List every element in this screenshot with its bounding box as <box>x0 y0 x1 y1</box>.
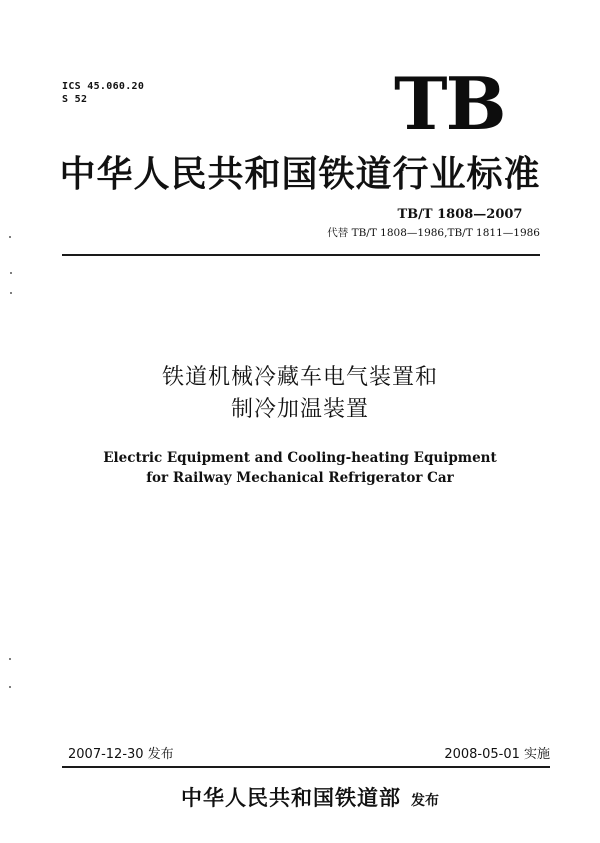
scan-speck <box>10 292 12 294</box>
publisher-line <box>120 783 500 813</box>
publisher-name: 中华人民共和国铁道部 <box>181 785 401 810</box>
scan-speck <box>9 236 11 238</box>
top-divider <box>62 254 540 256</box>
standard-number: TB/T 1808—2007 <box>397 207 523 222</box>
issue-date: 2007-12-30 发布 <box>68 747 174 762</box>
scan-speck <box>9 658 11 660</box>
replaces-note: 代替 TB/T 1808—1986,TB/T 1811—1986 <box>327 227 540 239</box>
ccs-code: S 52 <box>62 94 88 105</box>
scan-speck <box>9 686 11 688</box>
english-title <box>40 448 560 488</box>
english-title-line-2: for Railway Mechanical Refrigerator Car <box>146 470 454 486</box>
english-title-line-1: Electric Equipment and Cooling-heating Equipment <box>103 450 497 466</box>
implementation-date: 2008-05-01 实施 <box>444 747 550 762</box>
standard-category-title: 中华人民共和国铁道行业标准 <box>59 153 541 195</box>
classification-block <box>62 80 144 106</box>
ics-code: ICS 45.060.20 <box>62 81 145 92</box>
bottom-divider <box>62 766 550 768</box>
scan-speck <box>10 272 12 274</box>
publisher-suffix: 发布 <box>411 793 439 809</box>
chinese-title-line-2: 制冷加温装置 <box>230 397 369 422</box>
tb-logo: TB <box>394 61 505 146</box>
chinese-title-line-1: 铁道机械冷藏车电气装置和 <box>161 365 438 390</box>
chinese-title <box>40 362 560 426</box>
